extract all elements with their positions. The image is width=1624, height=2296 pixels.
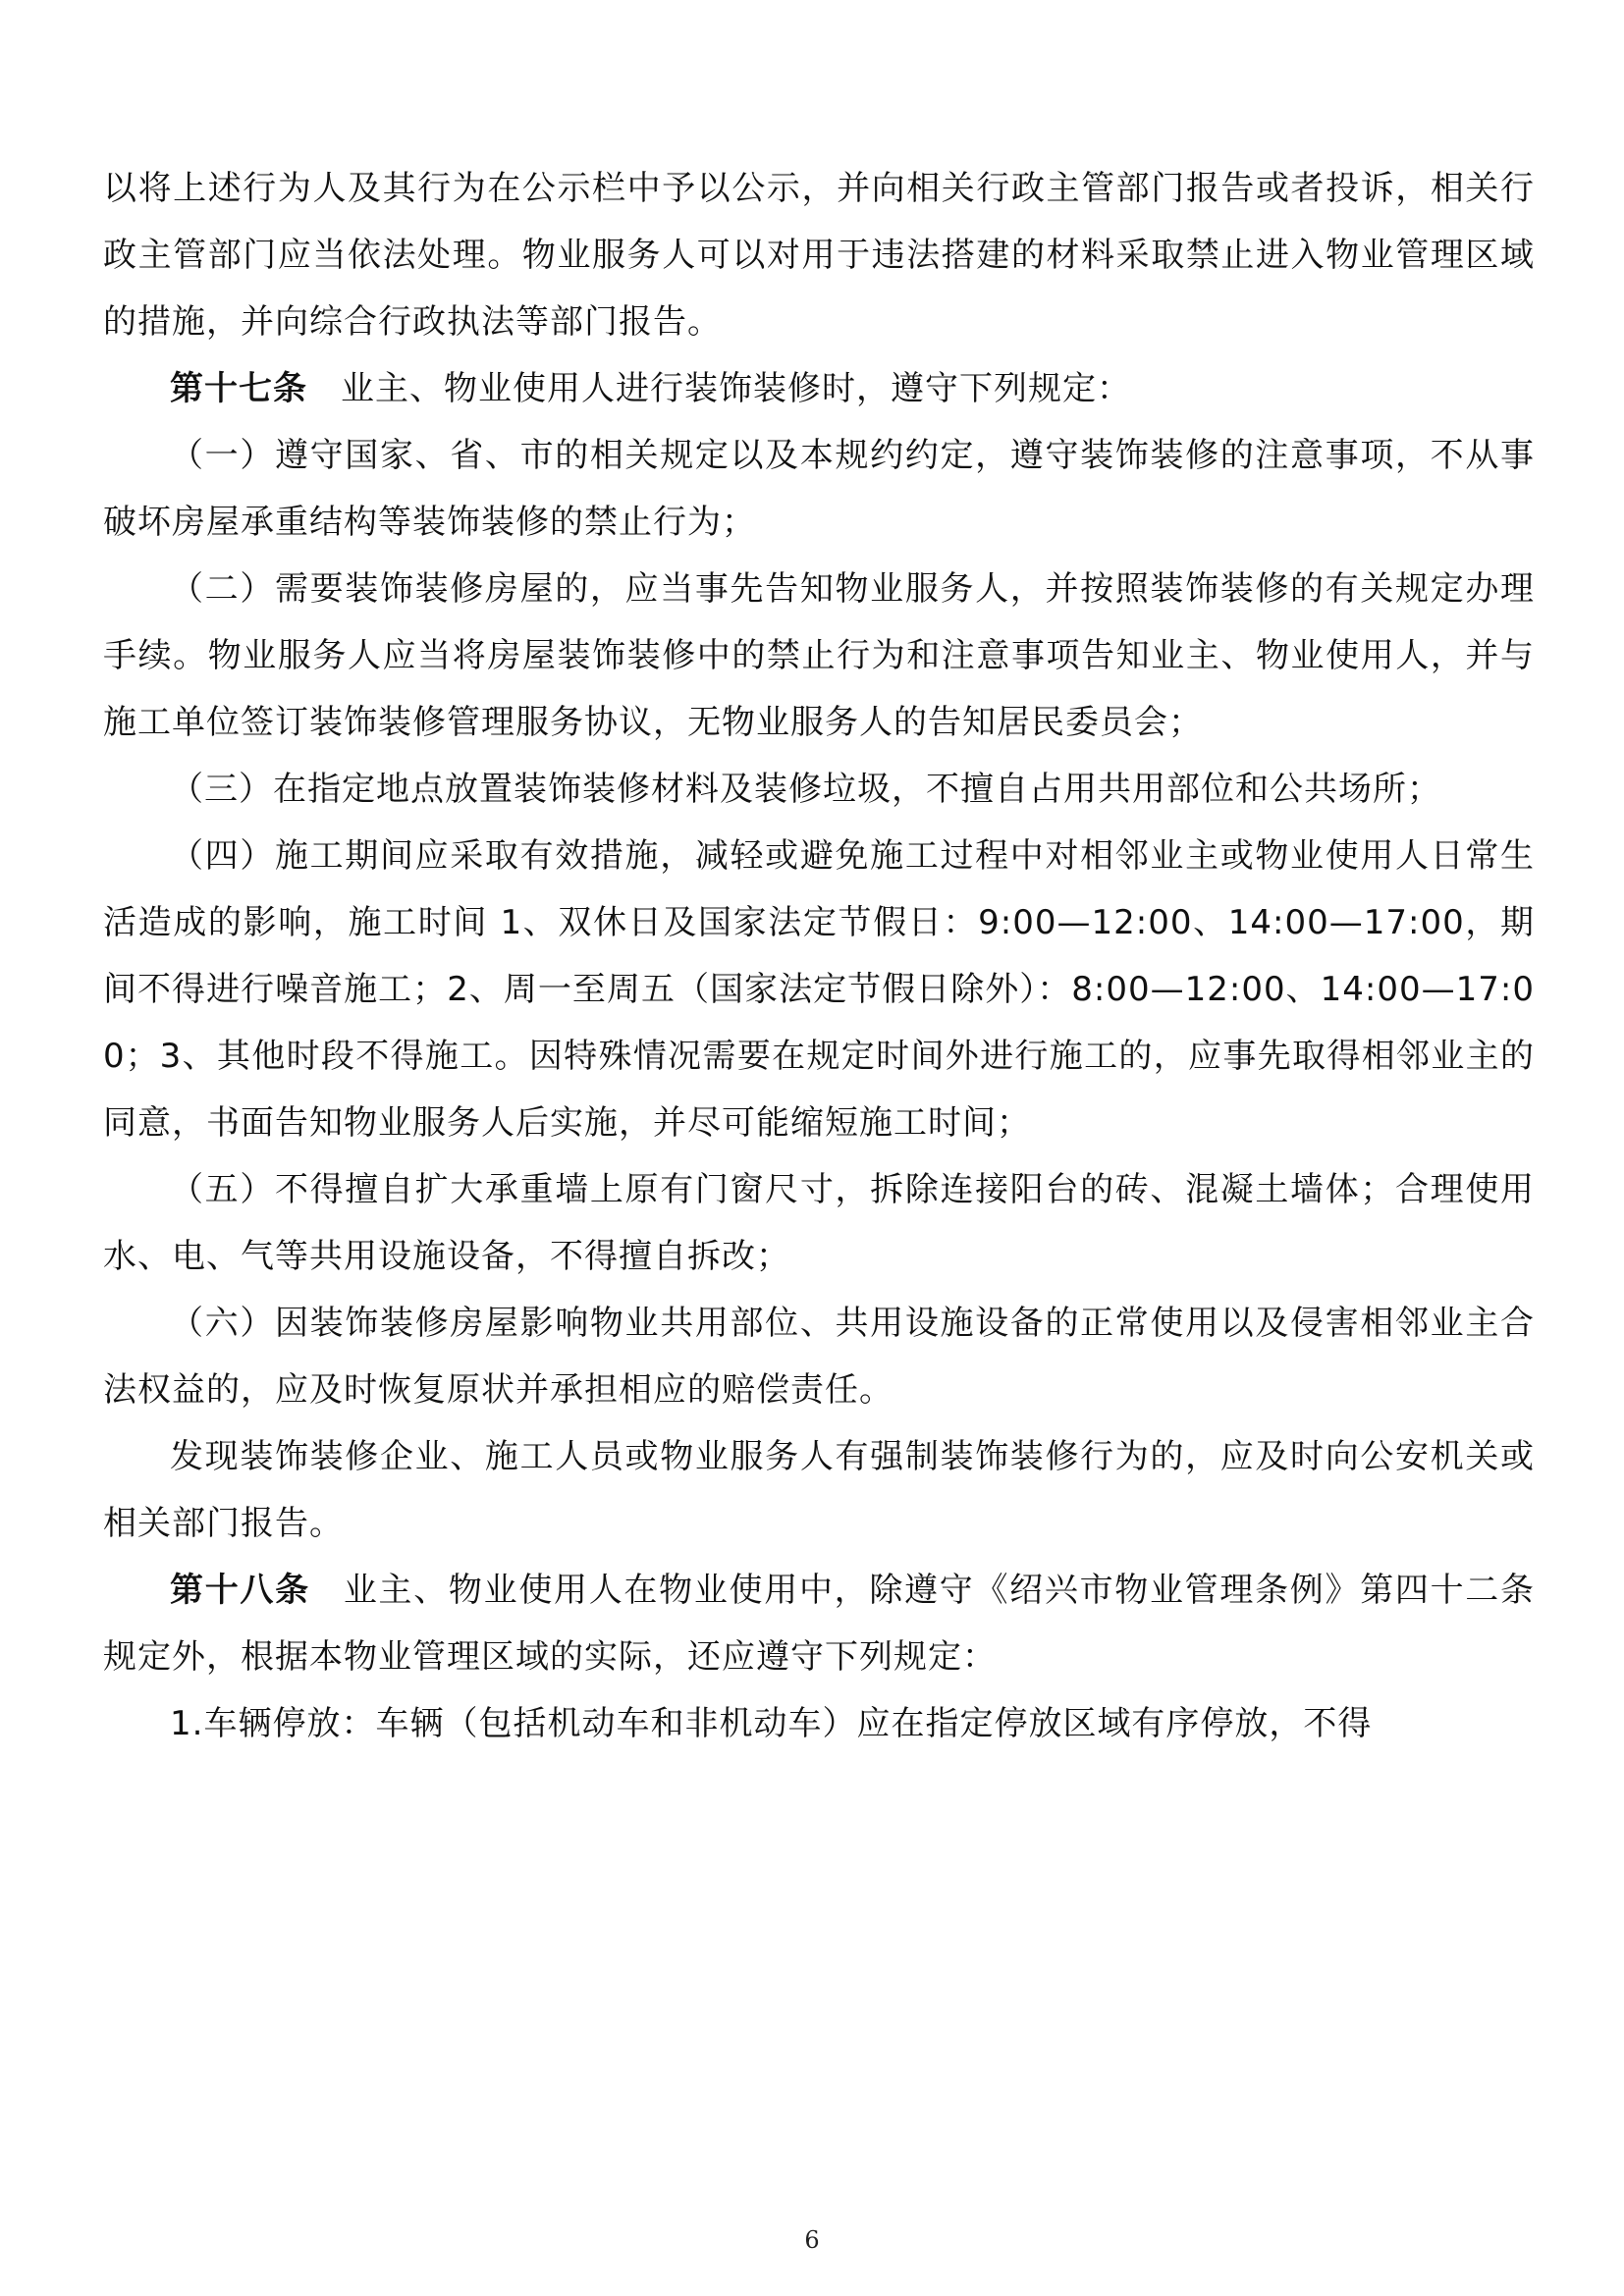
article-heading: 第十八条	[170, 1571, 310, 1610]
clause-4	[103, 823, 1535, 1156]
clause-1	[103, 422, 1535, 556]
paragraph-text: （一）遵守国家、省、市的相关规定以及本规约约定，遵守装饰装修的注意事项，不从事破坏房屋承重结构等装饰装修的禁止行为；	[103, 436, 1535, 542]
article-17	[103, 355, 1535, 422]
item-vehicle-parking	[103, 1690, 1535, 1757]
paragraph-text: （三）在指定地点放置装饰装修材料及装修垃圾，不擅自占用共用部位和公共场所；	[170, 770, 1441, 809]
paragraph-text: （六）因装饰装修房屋影响物业共用部位、共用设施设备的正常使用以及侵害相邻业主合法权益的，应及时恢复原状并承担相应的赔偿责任。	[103, 1304, 1535, 1410]
page-number: 6	[804, 2226, 820, 2254]
paragraph-text: 业主、物业使用人在物业使用中，除遵守《绍兴市物业管理条例》第四十二条规定外，根据本物业管理区域的实际，还应遵守下列规定：	[103, 1571, 1535, 1677]
body-text	[103, 155, 1535, 1757]
clause-2	[103, 556, 1535, 756]
paragraph-text: 1.车辆停放：车辆（包括机动车和非机动车）应在指定停放区域有序停放，不得	[170, 1704, 1373, 1743]
paragraph-text: （四）施工期间应采取有效措施，减轻或避免施工过程中对相邻业主或物业使用人日常生活造成的影响，施工时间 1、双休日及国家法定节假日：9:00—12:00、14:00—17:00，期间不得进行噪音施工；2、周一至周五（国家法定节假日除外）：8:00—12:00、14:00—17:00；3、其他时段不得施工。因特殊情况需要在规定时间外进行施工的，应事先取得相邻业主的同意，书面告知物业服务人后实施，并尽可能缩短施工时间；	[103, 836, 1535, 1143]
paragraph-text: （二）需要装饰装修房屋的，应当事先告知物业服务人，并按照装饰装修的有关规定办理手续。物业服务人应当将房屋装饰装修中的禁止行为和注意事项告知业主、物业使用人，并与施工单位签订装饰装修管理服务协议，无物业服务人的告知居民委员会；	[103, 569, 1535, 742]
clause-5	[103, 1156, 1535, 1290]
report-paragraph	[103, 1423, 1535, 1557]
paragraph-text: 以将上述行为人及其行为在公示栏中予以公示，并向相关行政主管部门报告或者投诉，相关行政主管部门应当依法处理。物业服务人可以对用于违法搭建的材料采取禁止进入物业管理区域的措施，并向综合行政执法等部门报告。	[103, 169, 1535, 342]
paragraph-continuation	[103, 155, 1535, 355]
paragraph-text: 业主、物业使用人进行装饰装修时，遵守下列规定：	[341, 369, 1131, 408]
article-18	[103, 1557, 1535, 1690]
paragraph-text: 发现装饰装修企业、施工人员或物业服务人有强制装饰装修行为的，应及时向公安机关或相关部门报告。	[103, 1437, 1535, 1543]
paragraph-text: （五）不得擅自扩大承重墙上原有门窗尺寸，拆除连接阳台的砖、混凝土墙体；合理使用水、电、气等共用设施设备，不得擅自拆改；	[103, 1170, 1535, 1276]
article-heading: 第十七条	[170, 369, 307, 408]
clause-3	[103, 756, 1535, 823]
clause-6	[103, 1290, 1535, 1423]
